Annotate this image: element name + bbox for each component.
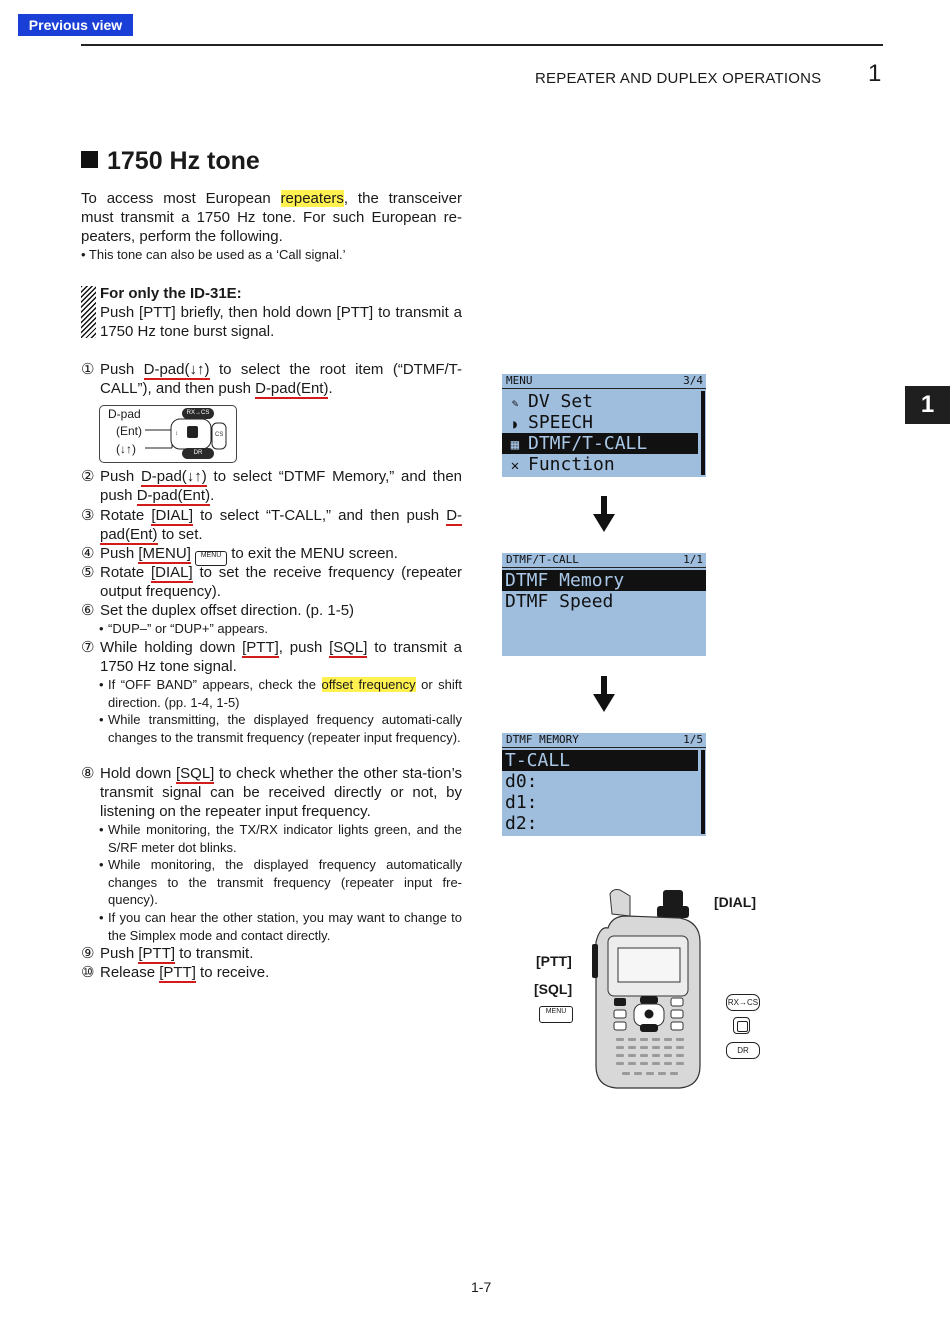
page-number: 1-7 — [471, 1279, 492, 1295]
row-label: d2: — [505, 813, 538, 834]
step-2 — [81, 467, 462, 505]
intro-text: To access most European — [81, 190, 281, 207]
key-ptt: [PTT] — [138, 945, 176, 962]
step-text: to check whether the other sta-tion’s transmit signal can be received directly or not, by listening on the repeater input frequency. — [100, 765, 463, 820]
screen-title: MENU — [506, 374, 533, 387]
menu-row-speech[interactable] — [502, 412, 698, 433]
key-dpad-updown: D-pad(↓↑) — [143, 361, 210, 378]
step-text: While holding down — [100, 639, 243, 656]
step-number: ② — [81, 468, 95, 485]
dv-set-icon: ✎ — [511, 397, 519, 410]
tools-icon: ✕ — [510, 458, 520, 474]
step-number: ⑨ — [81, 945, 95, 962]
key-dpad-ent: D-pad(Ent) — [255, 380, 329, 397]
bullet-text: While transmitting, the displayed frequency automati-cally changes to the transmit frequency (repeater input frequency). — [108, 712, 462, 745]
step-text: Rotate — [100, 564, 151, 581]
key-menu: [MENU] — [138, 545, 191, 562]
highlighted-term: offset frequency — [321, 677, 416, 692]
step-text: to set. — [157, 526, 203, 543]
step-text: , push — [278, 639, 330, 656]
step-text: . — [328, 380, 333, 397]
screen-page: 3/4 — [683, 374, 703, 387]
highlighted-term: repeaters — [280, 190, 344, 207]
sql-callout: [SQL] — [534, 981, 573, 997]
bullet-7b — [99, 711, 462, 746]
key-dpad-ent: D-pad(Ent) — [136, 487, 211, 504]
step-text: to receive. — [195, 964, 270, 981]
dpad-updown-glyph: ↕ — [175, 431, 178, 437]
dpad-diagram — [99, 405, 237, 463]
screen-page: 1/5 — [683, 733, 703, 746]
step-text: Push — [100, 945, 139, 962]
row-label: d0: — [505, 771, 538, 792]
key-dpad-updown: D-pad(↓↑) — [140, 468, 207, 485]
bullet-text: While monitoring, the TX/RX indicator lights green, and the S/RF meter dot blinks. — [108, 822, 462, 855]
down-arrow-icon — [593, 676, 615, 712]
chapter-number: 1 — [868, 60, 882, 87]
step-text: Release — [100, 964, 160, 981]
rxcs-key-icon: RX→CS — [182, 408, 214, 419]
chapter-tab[interactable]: 1 — [905, 386, 950, 424]
step-text: Push — [100, 361, 144, 378]
bullet-text: “DUP–” or “DUP+” appears. — [108, 621, 269, 636]
step-text: Hold down — [100, 765, 176, 782]
note-heading: For only the ID-31E: — [100, 285, 242, 302]
step-3 — [81, 506, 462, 544]
dr-key-icon: DR — [726, 1042, 760, 1059]
menu-row-label: DTMF/T-CALL — [528, 433, 648, 454]
screen-header — [502, 374, 706, 389]
step-text: to select “T-CALL,” and then push — [193, 507, 447, 524]
step-9 — [81, 944, 462, 963]
row-d2[interactable] — [502, 813, 698, 834]
bullet-6 — [99, 620, 462, 638]
key-ptt: [PTT] — [242, 639, 279, 656]
row-d1[interactable] — [502, 792, 698, 813]
row-dtmf-speed[interactable] — [502, 591, 706, 612]
step-7 — [81, 638, 462, 676]
step-text: to transmit. — [175, 945, 254, 962]
step-6 — [81, 601, 462, 620]
bullet-text: If “OFF BAND” appears, check the — [108, 677, 322, 692]
intro-text-cont: , the transceiver must transmit a 1750 Hz tone. For such European re-peaters, perform the following. — [81, 190, 463, 245]
screen-header — [502, 733, 706, 748]
intro-paragraph — [81, 189, 462, 246]
step-5 — [81, 563, 462, 601]
dpad-label: D-pad — [108, 407, 141, 421]
bullet-text: While monitoring, the displayed frequency automatically changes to the transmit frequency (repeater input fre-quency). — [108, 857, 462, 907]
bullet-8a — [99, 821, 462, 856]
key-sql: [SQL] — [329, 639, 368, 656]
dr-key-icon: DR — [182, 448, 214, 459]
menu-row-label: SPEECH — [528, 412, 594, 433]
key-sql: [SQL] — [175, 765, 215, 782]
dtmf-tcall-screen — [502, 553, 706, 656]
step-number: ⑧ — [81, 765, 95, 782]
step-number: ⑦ — [81, 639, 95, 656]
step-text: to transmit a 1750 Hz tone signal. — [100, 639, 463, 675]
key-dial: [DIAL] — [151, 507, 193, 524]
step-text: Set the duplex offset direction. (p. 1-5) — [100, 602, 355, 619]
step-number: ③ — [81, 507, 95, 524]
step-1 — [81, 360, 462, 398]
menu-row-function[interactable] — [502, 454, 698, 475]
step-text: to set the receive frequency (repeater output frequency). — [100, 564, 462, 600]
menu-row-dtmf-tcall[interactable] — [502, 433, 698, 454]
key-dpad-ent: D-pad(Ent) — [100, 507, 463, 543]
section-title-text: 1750 Hz tone — [107, 147, 260, 175]
menu-key-icon: MENU — [539, 1006, 573, 1023]
step-text: . — [210, 487, 215, 504]
ptt-callout: [PTT] — [536, 953, 572, 969]
keypad-grid-icon: ▦ — [510, 437, 520, 453]
top-rule — [81, 44, 883, 46]
bullet-dot: • — [99, 857, 104, 872]
screen-header — [502, 553, 706, 568]
row-dtmf-memory[interactable] — [502, 570, 706, 591]
step-number: ⑤ — [81, 564, 95, 581]
key-ptt: [PTT] — [159, 964, 196, 981]
section-title — [81, 147, 260, 176]
bullet-8b — [99, 856, 462, 909]
bullet-dot: • — [99, 822, 104, 837]
dtmf-memory-screen — [502, 733, 706, 836]
bullet-text: If you can hear the other station, you may want to change to the Simplex mode and contact directly. — [108, 910, 462, 943]
screen-page: 1/1 — [683, 553, 703, 566]
scrollbar[interactable] — [701, 391, 705, 475]
bullet-8c — [99, 909, 462, 944]
row-label: DTMF Memory — [505, 570, 625, 591]
step-text: to exit the MENU screen. — [227, 545, 398, 562]
dpad-ent-label: (Ent) — [116, 424, 143, 438]
scrollbar[interactable] — [701, 750, 705, 834]
step-text: to select “DTMF Memory,” and then push — [100, 468, 462, 504]
menu-row-label: Function — [528, 454, 615, 475]
key-dial: [DIAL] — [151, 564, 193, 581]
bullet-dot: • — [99, 621, 104, 636]
step-number: ① — [81, 361, 95, 378]
intro-bullet: • This tone can also be used as a ‘Call signal.’ — [81, 247, 346, 262]
step-number: ④ — [81, 545, 95, 562]
step-8 — [81, 764, 462, 821]
bullet-dot: • — [99, 677, 104, 692]
step-number: ⑥ — [81, 602, 95, 619]
step-text: Push — [100, 468, 141, 485]
running-head: REPEATER AND DUPLEX OPERATIONS — [535, 70, 822, 87]
row-tcall[interactable] — [502, 750, 698, 771]
bullet-dot: • — [99, 910, 104, 925]
screen-title: DTMF/T-CALL — [506, 553, 579, 566]
screen-title: DTMF MEMORY — [506, 733, 579, 746]
menu-row-dv-set[interactable] — [502, 391, 698, 412]
step-10 — [81, 963, 462, 982]
speech-icon: ◗ — [511, 417, 519, 431]
bullet-7a — [99, 676, 462, 711]
note-body: Push [PTT] briefly, then hold down [PTT] to transmit a 1750 Hz tone burst signal. — [100, 304, 462, 340]
bullet-dot: • — [99, 712, 104, 727]
row-label: DTMF Speed — [505, 591, 614, 612]
dpad-updown-label: (↓↑) — [116, 442, 136, 456]
step-number: ⑩ — [81, 964, 95, 981]
note-hatch-icon — [81, 286, 96, 338]
step-text: Rotate — [100, 507, 152, 524]
square-bullet-icon — [81, 151, 98, 168]
rxcs-key-icon: RX→CS — [726, 994, 760, 1011]
step-text: Push — [100, 545, 139, 562]
dial-callout: [DIAL] — [714, 894, 756, 910]
row-label: T-CALL — [505, 750, 571, 771]
row-d0[interactable] — [502, 771, 698, 792]
previous-view-button[interactable]: Previous view — [18, 14, 133, 36]
step-text: to select the root item (“DTMF/T-CALL”), and then push — [100, 361, 462, 397]
down-arrow-icon — [593, 496, 615, 532]
menu-key-icon: MENU — [195, 551, 227, 566]
bullet-text: or shift direction. (pp. 1-4, 1-5) — [108, 677, 463, 710]
menu-row-label: DV Set — [528, 391, 594, 412]
row-label: d1: — [505, 792, 538, 813]
cs-key-label: CS — [215, 432, 224, 438]
cs-key-icon — [733, 1017, 750, 1034]
menu-screen — [502, 374, 706, 477]
